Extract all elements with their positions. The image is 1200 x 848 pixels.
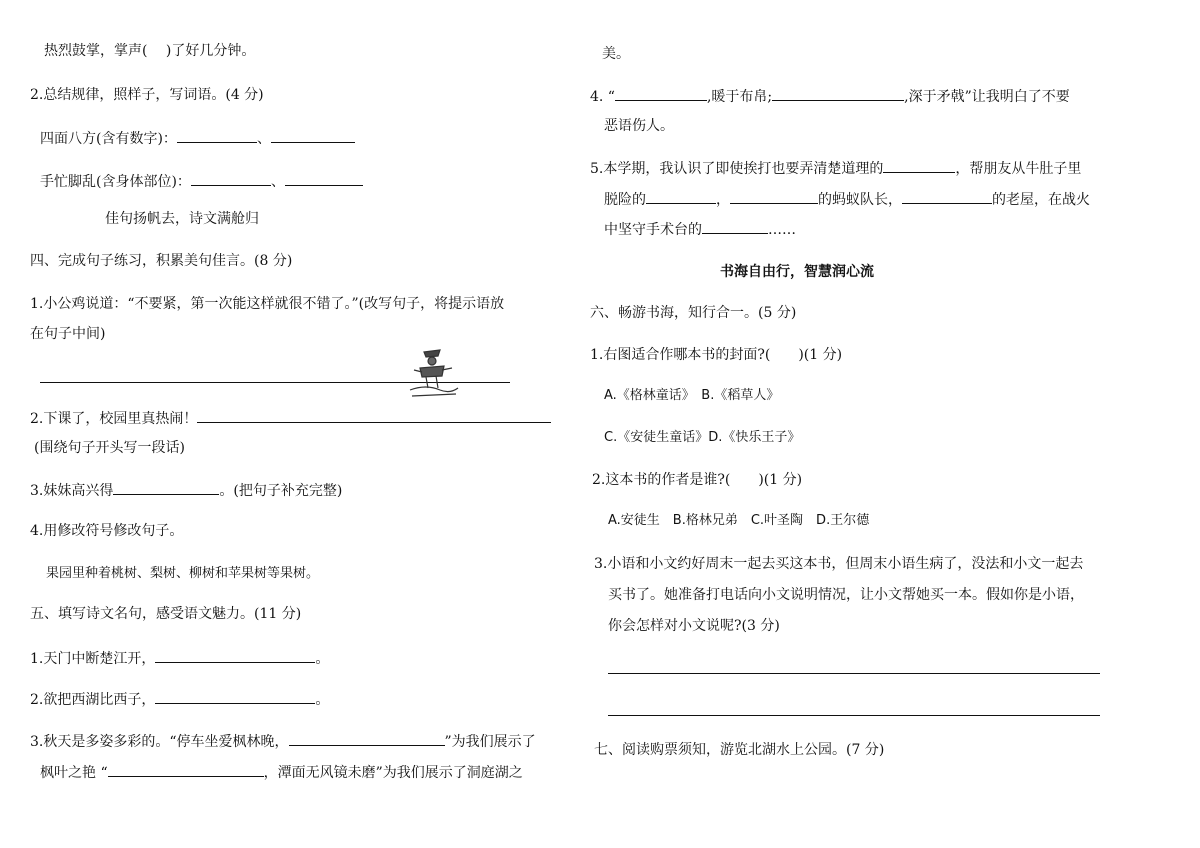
- s6-q3-line1: 3.小语和小文约好周末一起去买这本书，但周末小语生病了，没法和小文一起去: [594, 556, 1084, 572]
- s5-q1-prompt: 1.天门中断楚江开，: [30, 651, 156, 667]
- r-q5-prompt: 5.本学期，我认识了即使挨打也要弄清楚道理的: [590, 161, 884, 177]
- answer-blank[interactable]: [615, 86, 707, 101]
- s5-q2-prompt: 2.欲把西湖比西子，: [30, 692, 156, 708]
- ellipsis: ……: [768, 222, 796, 238]
- r-q5-mid: ，帮朋友从牛肚子里: [955, 161, 1082, 177]
- answer-blank[interactable]: [177, 128, 257, 143]
- answer-blank[interactable]: [730, 189, 818, 204]
- answer-blank[interactable]: [191, 171, 271, 186]
- r-q4-line1: [590, 86, 1070, 107]
- answer-blank[interactable]: [197, 408, 551, 423]
- r-q4-end: ,深于矛戟”让我明白了不要: [904, 89, 1070, 105]
- r-q5-line3: [604, 219, 796, 240]
- r-q4-line2: 恶语伤人。: [604, 118, 674, 134]
- s4-q3-line: [30, 480, 342, 501]
- s6-q2: 2.这本书的作者是谁?( )(1 分): [592, 472, 803, 488]
- s6-q2-options: A.安徒生 B.格林兄弟 C.叶圣陶 D.王尔德: [608, 513, 870, 528]
- s6-q1: 1.右图适合作哪本书的封面?( )(1 分): [590, 347, 843, 363]
- section-6-title: 六、畅游书海，知行合一。(5 分): [590, 305, 797, 321]
- answer-blank[interactable]: [271, 128, 355, 143]
- answer-blank[interactable]: [108, 762, 264, 777]
- section-4-title: 四、完成句子练习，积累美句佳言。(8 分): [30, 253, 293, 269]
- s4-q2-hint: (围绕句子开头写一段话): [34, 440, 185, 456]
- s6-q1-options-ab: A.《格林童话》 B.《稻草人》: [604, 388, 780, 403]
- section-banner-books: 书海自由行，智慧润心流: [720, 264, 874, 280]
- s5-q3-line2: [40, 762, 523, 783]
- q2-row-b: [40, 171, 363, 192]
- s5-q1-line: [30, 648, 329, 669]
- r-q5-ant: 的蚂蚁队长，: [818, 192, 902, 208]
- r-q5-surgery: 中坚守手术台的: [604, 222, 702, 238]
- answer-blank[interactable]: [155, 648, 315, 663]
- r-q4-start: 4. “: [590, 89, 615, 105]
- period: 。: [315, 692, 330, 708]
- comma: ，: [716, 192, 730, 208]
- s4-q3-hint: 。(把句子补充完整): [219, 483, 343, 499]
- section-7-title: 七、阅读购票须知，游览北湖水上公园。(7 分): [594, 742, 885, 758]
- s4-q1-line2: 在句子中间): [30, 326, 106, 342]
- s4-q4-sentence: 果园里种着桃树、梨树、柳树和苹果树等果树。: [46, 566, 320, 581]
- s5-q2-line: [30, 689, 329, 710]
- answer-line[interactable]: [608, 715, 1100, 716]
- period: 。: [315, 651, 330, 667]
- r-q5-house: 的老屋，在战火: [992, 192, 1090, 208]
- answer-blank[interactable]: [902, 189, 992, 204]
- answer-blank[interactable]: [702, 219, 768, 234]
- s6-q3-line2: 买书了。她准备打电话向小文说明情况，让小文帮她买一本。假如你是小语，: [608, 587, 1084, 603]
- s5-q3-mid: ”为我们展示了: [444, 734, 536, 750]
- s5-q3-line1: [30, 731, 536, 752]
- r-q5-line2: [604, 189, 1090, 210]
- answer-blank[interactable]: [772, 86, 904, 101]
- line-applause: 热烈鼓掌，掌声( )了好几分钟。: [44, 43, 256, 59]
- s4-q4-title: 4.用修改符号修改句子。: [30, 523, 184, 539]
- s5-q3-end: ，潭面无风镜未磨”为我们展示了洞庭湖之: [263, 765, 523, 781]
- q2-a-label: 四面八方(含有数字)：: [40, 131, 177, 147]
- s4-q2-prompt: 2.下课了，校园里真热闹！: [30, 411, 198, 427]
- answer-line[interactable]: [608, 673, 1100, 674]
- answer-blank[interactable]: [883, 158, 955, 173]
- s4-q1-line1: 1.小公鸡说道：“不要紧，第一次能这样就很不错了。”(改写句子，将提示语放: [30, 296, 505, 312]
- r-q4-mid: ,暖于布帛;: [706, 89, 773, 105]
- section-5-title: 五、填写诗文名句，感受语文魅力。(11 分): [30, 606, 302, 622]
- s4-q3-prompt: 3.妹妹高兴得: [30, 483, 114, 499]
- answer-blank[interactable]: [289, 731, 445, 746]
- section-banner-poetry: 佳句扬帆去，诗文满舱归: [105, 211, 259, 227]
- q2-row-a: [40, 128, 355, 149]
- question-2-title: 2.总结规律，照样子，写词语。(4 分): [30, 87, 264, 103]
- answer-blank[interactable]: [113, 480, 219, 495]
- s6-q3-line3: 你会怎样对小文说呢?(3 分): [608, 618, 780, 634]
- r-q5-line1: [590, 158, 1081, 179]
- s6-q1-options-cd: C.《安徒生童话》D.《快乐王子》: [604, 430, 801, 445]
- q2-b-label: 手忙脚乱(含身体部位)：: [40, 174, 191, 190]
- line-beauty: 美。: [602, 46, 630, 62]
- scarecrow-illustration: [406, 346, 462, 400]
- answer-blank[interactable]: [155, 689, 315, 704]
- separator: 、: [270, 174, 285, 190]
- s4-q2-line1: [30, 408, 551, 429]
- s5-q3-prompt: 3.秋天是多姿多彩的。“停车坐爱枫林晚，: [30, 734, 289, 750]
- r-q5-rescue: 脱险的: [604, 192, 646, 208]
- s5-q3-leaf: 枫叶之艳 “: [40, 765, 108, 781]
- answer-blank[interactable]: [646, 189, 716, 204]
- separator: 、: [256, 131, 271, 147]
- answer-blank[interactable]: [285, 171, 363, 186]
